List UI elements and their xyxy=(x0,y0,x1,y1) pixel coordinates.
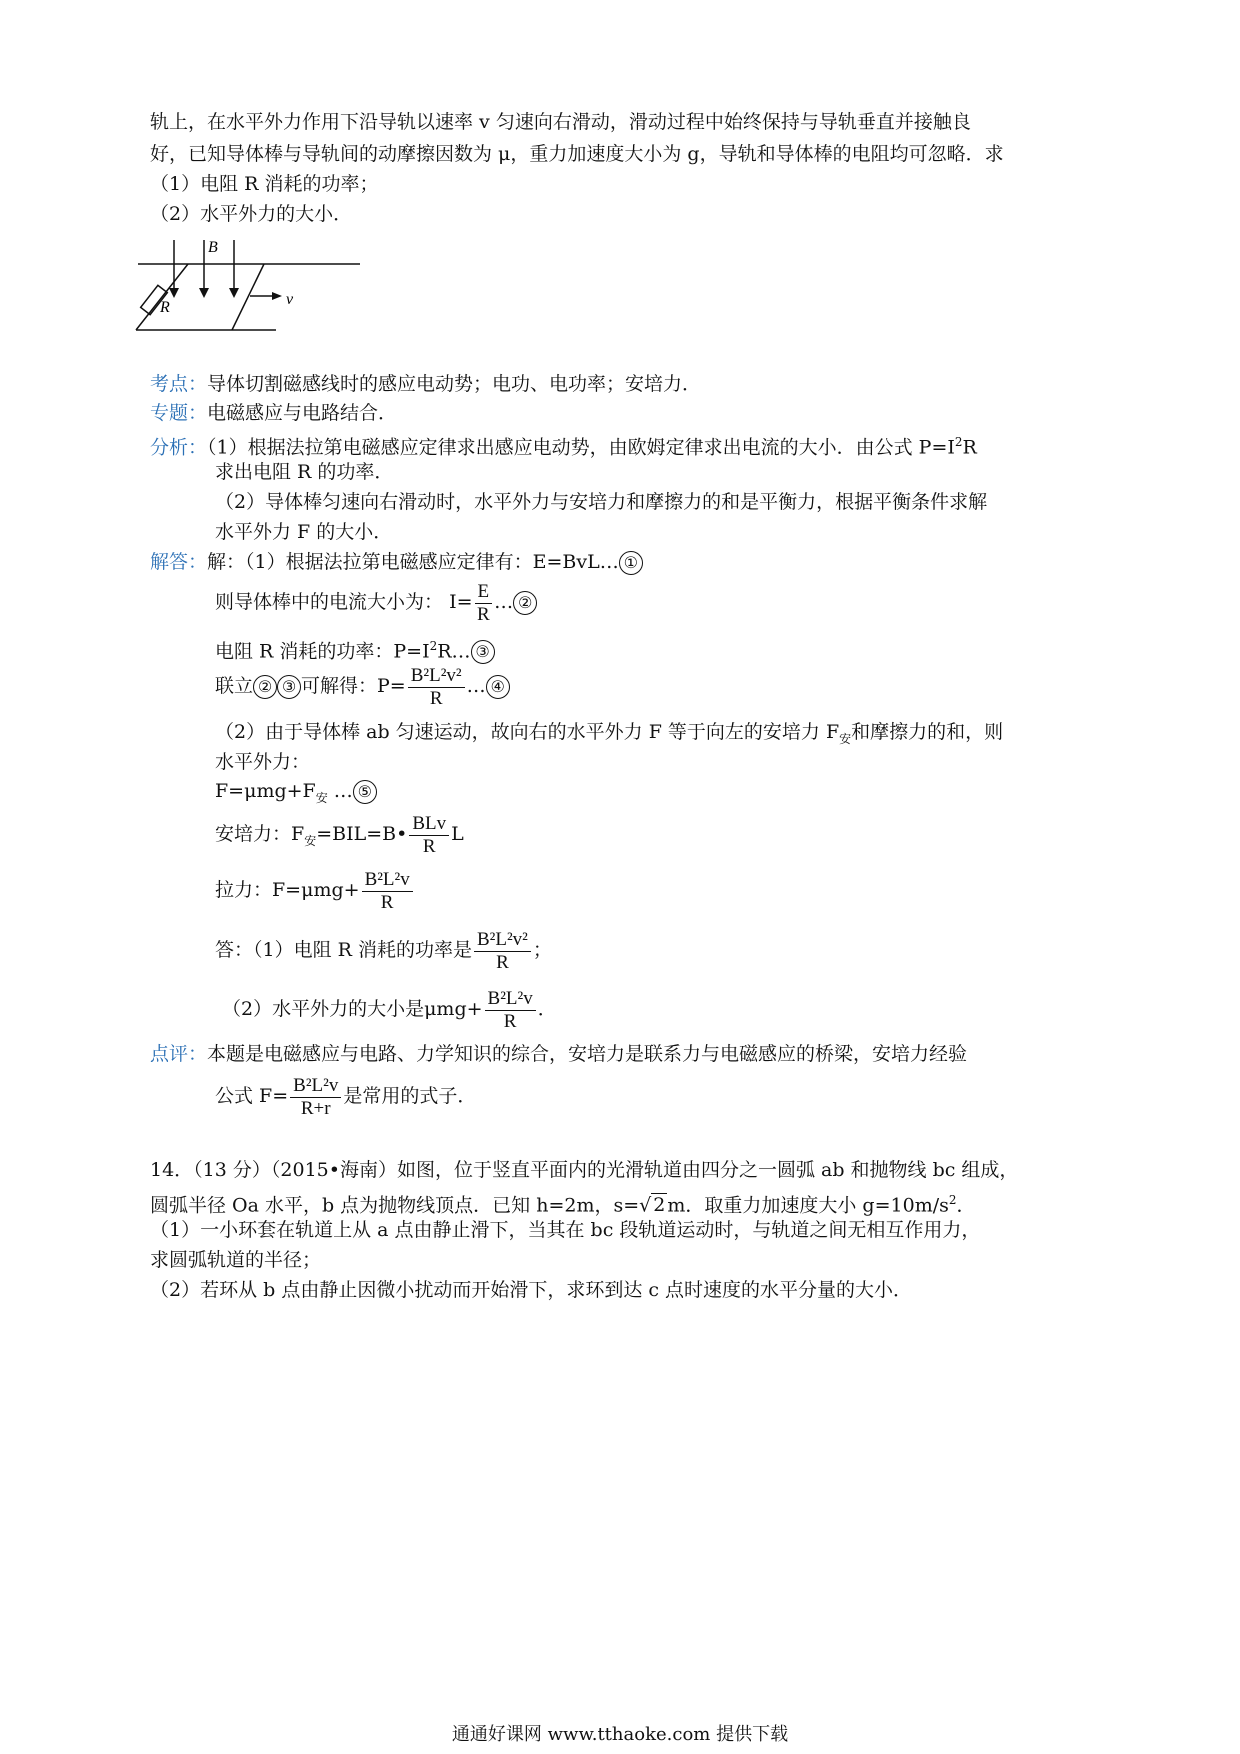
colon: ： xyxy=(188,551,208,573)
jie-4: 联立 ② ③ 可解得：P= $\frac{\text{B²L²v²}}{R}$ … ④ xyxy=(215,662,510,710)
problem14-line-2: 圆弧半径 Oa 水平，b 点为抛物线顶点．已知 h=2m，s=√ 2 m．取重力加速度大小 $g=10m/s^2$． xyxy=(150,1193,976,1217)
kaodian-label: 考点 xyxy=(150,373,189,395)
question-1: （1）电阻 R 消耗的功率； xyxy=(150,173,379,195)
fraction-power: $\frac{\text{B²L²v²}}{R}$ xyxy=(408,665,465,710)
jieda-row-1 xyxy=(150,548,643,576)
circuit-figure xyxy=(148,239,368,368)
fraction-pull: $\frac{\text{B²L²v}}{R}$ xyxy=(362,869,413,914)
fraction-answer-2: $\frac{\text{B²L²v}}{R}$ xyxy=(485,988,536,1033)
zhuanti-label: 专题 xyxy=(150,402,189,424)
colon: ： xyxy=(188,1043,208,1065)
circled-2: ② xyxy=(513,591,537,615)
problem-stem-line-2: 好，已知导体棒与导轨间的动摩擦因数为 μ，重力加速度大小为 g，导轨和导体棒的电阻均可忽略．求 xyxy=(150,143,1004,165)
dianping-label: 点评 xyxy=(150,1043,189,1065)
jie-8: 安培力：$F_安=BIL=B•$ $\frac{\text{BLv}}{R}$ L xyxy=(215,812,464,857)
problem14-line-4: 求圆弧轨道的半径； xyxy=(150,1249,322,1271)
problem-stem-line-1: 轨上，在水平外力作用下沿导轨以速率 v 匀速向右滑动，滑动过程中始终保持与导轨垂直并接触良 xyxy=(150,111,971,133)
jie-2: 则导体棒中的电流大小为： I= $\frac{E}{R}$ … ② xyxy=(215,580,537,626)
jie-2-I: I= xyxy=(449,591,473,613)
circled-1: ① xyxy=(619,551,643,575)
fenxi-row-3: （2）导体棒匀速向右滑动时，水平外力与安培力和摩擦力的和是平衡力，根据平衡条件求解 xyxy=(215,491,988,513)
sqrt-2: 2 xyxy=(653,1194,666,1217)
fraction-answer-1: $\frac{\text{B²L²v²}}{R}$ xyxy=(474,929,531,974)
jie-6: 水平外力： xyxy=(215,751,311,773)
dianping-row-1: 点评：本题是电磁感应与电路、力学知识的综合，安培力是联系力与电磁感应的桥梁，安培力经验 xyxy=(150,1043,968,1065)
kaodian-text: 导体切割磁感线时的感应电动势；电功、电功率；安培力． xyxy=(207,373,702,395)
colon: ： xyxy=(188,436,208,459)
fenxi-row-2: 求出电阻 R 的功率． xyxy=(215,461,394,483)
fraction-empirical: $\frac{\text{B²L²v}}{R+r}$ xyxy=(290,1075,341,1120)
jie-3-text: 电阻 R 消耗的功率：P=I xyxy=(215,640,430,663)
label-v: v xyxy=(286,291,294,308)
circled-5: ⑤ xyxy=(353,780,377,804)
circled-3b: ③ xyxy=(277,675,301,699)
jie-7: $F=\mu mg+F_安$ … ⑤ xyxy=(215,777,377,812)
label-B: B xyxy=(208,239,218,256)
colon: ： xyxy=(188,402,208,424)
problem14-line-1: 14．（13 分）（2015•海南）如图，位于竖直平面内的光滑轨道由四分之一圆弧 ab 和抛物线 bc 组成， xyxy=(150,1159,1019,1181)
jieda-label: 解答 xyxy=(150,551,189,573)
fraction-E-over-R: $\frac{E}{R}$ xyxy=(475,581,493,626)
jie-2-text: 则导体棒中的电流大小为： xyxy=(215,591,444,613)
dianping-row-2: 公式 F= $\frac{\text{B²L²v}}{R+r}$ 是常用的式子． xyxy=(215,1074,477,1119)
zhuanti-text: 电磁感应与电路结合． xyxy=(207,402,398,424)
page-footer: 通通好课网 www.tthaoke.com 提供下载 xyxy=(451,1724,789,1745)
fraction-BLv-over-R: $\frac{\text{BLv}}{R}$ xyxy=(409,813,449,858)
fenxi-text-1: （1）根据法拉第电磁感应定律求出感应电动势，由欧姆定律求出电流的大小．由公式 P=I xyxy=(207,436,955,459)
fenxi-row-1 xyxy=(150,428,977,461)
fenxi-text-1b: R xyxy=(962,436,977,459)
problem14-line-5: （2）若环从 b 点由静止因微小扰动而开始滑下，求环到达 c 点时速度的水平分量的大小． xyxy=(150,1279,913,1301)
kaodian-row xyxy=(150,370,701,398)
jie-1: 解：（1）根据法拉第电磁感应定律有：E=BvL… xyxy=(207,551,619,573)
circled-4: ④ xyxy=(486,675,510,699)
colon: ： xyxy=(188,373,208,395)
jie-3: 电阻 R 消耗的功率：$P=I^2R\dots$ ③ xyxy=(215,632,495,665)
fenxi-sup: 2 xyxy=(954,435,963,449)
fenxi-label: 分析 xyxy=(150,436,189,459)
answer-1: 答：（1）电阻 R 消耗的功率是 $\frac{\text{B²L²v²}}{R}$ ； xyxy=(215,928,552,973)
zhuanti-row xyxy=(150,399,397,427)
problem14-line-3: （1）一小环套在轨道上从 a 点由静止滑下，当其在 bc 段轨道运动时，与轨道之间无相互作用力， xyxy=(150,1219,981,1241)
fenxi-row-4: 水平外力 F 的大小． xyxy=(215,521,393,543)
circled-3: ③ xyxy=(471,640,495,664)
label-R: R xyxy=(160,299,170,316)
answer-2: （2）水平外力的大小是μmg+ $\frac{\text{B²L²v}}{R}$ ． xyxy=(222,987,557,1032)
jie-5: （2）由于导体棒 ab 匀速运动，故向右的水平外力 F 等于向左的安培力 $F_安$和摩擦力的和，则 xyxy=(215,721,1004,746)
circled-2b: ② xyxy=(253,675,277,699)
question-2: （2）水平外力的大小． xyxy=(150,203,353,225)
jie-9: 拉力：F=μmg+ $\frac{\text{B²L²v}}{R}$ xyxy=(215,866,415,914)
